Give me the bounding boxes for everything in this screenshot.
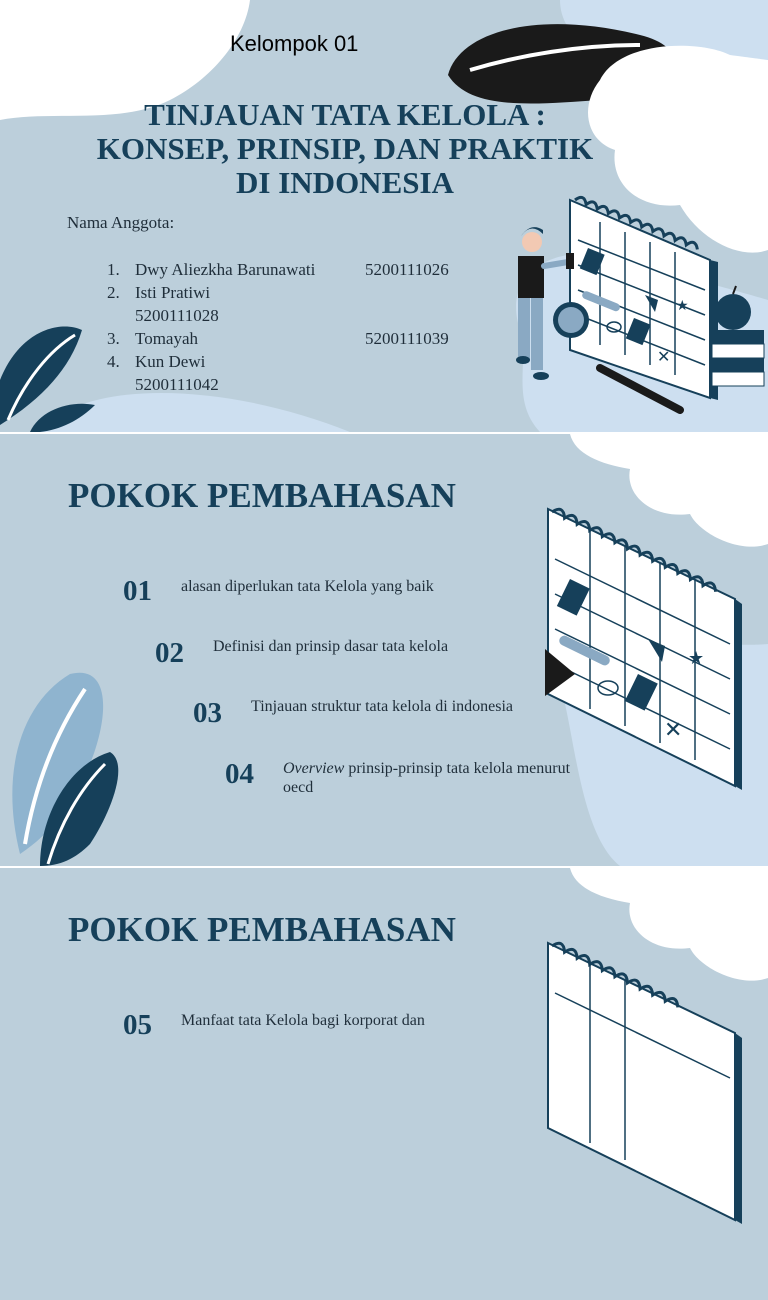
slide-agenda-continued [0, 868, 768, 1300]
members-label: Nama Anggota: [67, 213, 175, 232]
list-item [107, 350, 487, 373]
member-name: Tomayah [135, 329, 199, 348]
svg-text:★: ★ [676, 299, 689, 314]
agenda-number: 03 [193, 697, 222, 729]
member-name: Isti Pratiwi [135, 283, 211, 302]
svg-text:✕: ✕ [664, 717, 683, 742]
agenda-item-emphasis: Overview [283, 760, 345, 777]
list-item [107, 258, 487, 281]
agenda-number: 02 [155, 637, 184, 669]
section-title: POKOK PEMBAHASAN [68, 910, 456, 949]
members-list [107, 258, 487, 396]
svg-text:★: ★ [688, 648, 705, 668]
member-nim: 5200111042 [135, 375, 219, 394]
agenda-item-text: alasan diperlukan tata Kelola yang baik [181, 578, 434, 595]
agenda-item-text: Tinjauan struktur tata kelola di indonesia [251, 698, 514, 715]
member-number: 2. [107, 283, 120, 302]
member-nim: 5200111026 [365, 260, 449, 279]
member-name: Kun Dewi [135, 352, 206, 371]
agenda-item-text: Manfaat tata Kelola bagi korporat dan [181, 1012, 425, 1029]
member-number: 3. [107, 329, 120, 348]
title-line: KONSEP, PRINSIP, DAN PRAKTIK [96, 131, 594, 166]
slide-agenda [0, 434, 768, 866]
member-number: 1. [107, 260, 120, 279]
agenda-number: 04 [225, 758, 254, 790]
title-line: DI INDONESIA [236, 165, 454, 200]
list-item [107, 327, 487, 350]
agenda-item-text: Definisi dan prinsip dasar tata kelola [213, 638, 449, 655]
svg-text:✕: ✕ [657, 349, 671, 366]
member-number: 4. [107, 352, 120, 371]
list-item [107, 373, 487, 396]
agenda-number: 05 [123, 1009, 152, 1041]
calendar-illustration-icon [548, 941, 742, 1224]
member-name: Dwy Aliezkha Barunawati [135, 260, 316, 279]
presentation-title [40, 98, 650, 200]
agenda-item-rest: prinsip-prinsip tata kelola menurut oecd [283, 760, 571, 796]
list-item [107, 281, 487, 304]
agenda-number: 01 [123, 575, 152, 607]
title-line: TINJAUAN TATA KELOLA : [144, 97, 546, 132]
list-item [107, 304, 487, 327]
member-nim: 5200111039 [365, 329, 449, 348]
section-title: POKOK PEMBAHASAN [68, 476, 456, 515]
member-nim: 5200111028 [135, 306, 219, 325]
group-label: Kelompok 01 [230, 31, 359, 56]
agenda-item-text [283, 759, 603, 797]
slide-title [0, 0, 768, 432]
